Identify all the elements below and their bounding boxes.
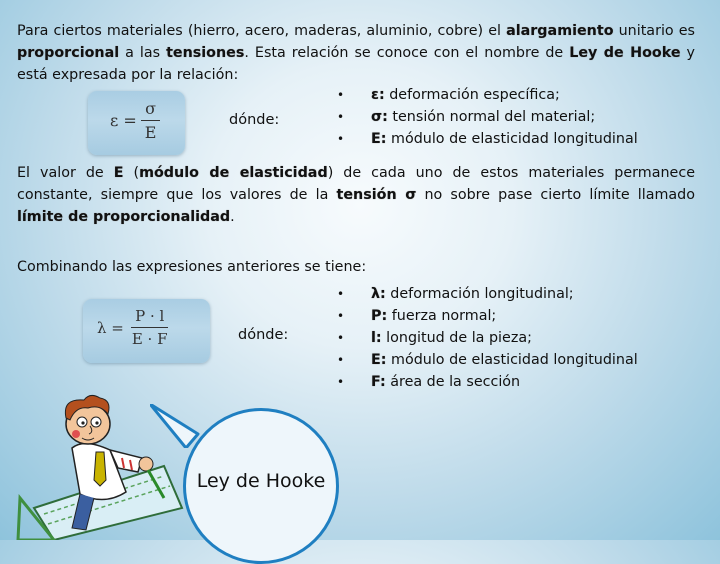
bullet-icon: •: [337, 331, 345, 345]
definition-symbol: E:: [371, 352, 387, 368]
speech-bubble-label: Ley de Hooke: [196, 470, 326, 492]
strain-formula-box: [88, 91, 185, 155]
strain-definitions: [337, 84, 638, 150]
definition-text: área de la sección: [385, 374, 521, 390]
text-run: Para ciertos materiales (hierro, acero, maderas, aluminio, cobre) el: [17, 23, 507, 39]
definition-symbol: P:: [371, 308, 388, 324]
definition-item: [337, 305, 638, 327]
definition-symbol: F:: [371, 374, 386, 390]
text-run: no sobre pase cierto límite llamado: [416, 187, 695, 203]
definition-item: [337, 106, 638, 128]
deformation-definitions: [337, 283, 638, 393]
definition-symbol: l:: [371, 330, 382, 346]
formula-denominator: E · F: [131, 330, 168, 348]
term-modulo-elasticidad: módulo de elasticidad: [139, 165, 328, 181]
combining-paragraph: Combinando las expresiones anteriores se tiene:: [17, 259, 367, 275]
definition-item: [337, 371, 638, 393]
definition-text: fuerza normal;: [387, 308, 497, 324]
bullet-icon: •: [337, 309, 345, 323]
definition-item: [337, 283, 638, 305]
term-alargamiento: alargamiento: [506, 23, 614, 39]
deformation-formula: [97, 307, 172, 348]
elasticity-paragraph: [17, 162, 695, 228]
definition-text: deformación específica;: [384, 87, 560, 103]
bullet-icon: •: [337, 353, 345, 367]
formula-denominator: E: [144, 123, 157, 142]
formula-lhs: ε =: [110, 111, 137, 130]
definition-symbol: E:: [371, 131, 387, 147]
definition-text: deformación longitudinal;: [385, 286, 574, 302]
term-tensiones: tensiones: [166, 45, 245, 61]
definition-symbol: λ:: [371, 286, 386, 302]
text-run: El valor de: [17, 165, 114, 181]
bullet-icon: •: [337, 110, 345, 124]
definition-symbol: σ:: [371, 109, 388, 125]
definition-item: [337, 84, 638, 106]
strain-formula: [110, 99, 160, 142]
deformation-formula-box: [83, 299, 210, 363]
definition-item: [337, 349, 638, 371]
term-limite-proporcionalidad: límite de proporcionalidad: [17, 209, 231, 225]
definition-text: módulo de elasticidad longitudinal: [386, 131, 638, 147]
term-e: E: [113, 165, 124, 181]
bullet-icon: •: [337, 287, 345, 301]
donde-label: dónde:: [229, 112, 280, 128]
bullet-icon: •: [337, 88, 345, 102]
formula-numerator: σ: [141, 99, 160, 121]
bullet-icon: •: [337, 375, 345, 389]
definition-item: [337, 327, 638, 349]
text-run: y está expresada por la relación:: [17, 45, 696, 83]
donde-label: dónde:: [238, 327, 289, 343]
formula-fraction: [141, 99, 161, 142]
definition-text: tensión normal del material;: [387, 109, 596, 125]
intro-paragraph: [17, 20, 695, 86]
definition-symbol: ε:: [371, 87, 385, 103]
text-run: . Esta relación se conoce con el nombre de: [244, 45, 570, 61]
bullet-icon: •: [337, 132, 345, 146]
engineer-cartoon-icon: [14, 388, 184, 540]
formula-lhs: λ =: [97, 318, 124, 337]
text-run: unitario es: [613, 23, 695, 39]
definition-text: módulo de elasticidad longitudinal: [386, 352, 638, 368]
term-tension: tensión σ: [336, 187, 417, 203]
term-proporcional: proporcional: [17, 45, 120, 61]
text-run: .: [230, 209, 235, 225]
definition-text: longitud de la pieza;: [381, 330, 532, 346]
formula-fraction: [128, 307, 172, 348]
text-run: (: [123, 165, 140, 181]
term-ley-de-hooke: Ley de Hooke: [569, 45, 681, 61]
text-run: a las: [119, 45, 167, 61]
text-run: ) de cada uno de estos materiales permanece constante, siempre que los valores de la: [17, 165, 695, 203]
formula-numerator: P · l: [131, 307, 168, 328]
definition-item: [337, 128, 638, 150]
